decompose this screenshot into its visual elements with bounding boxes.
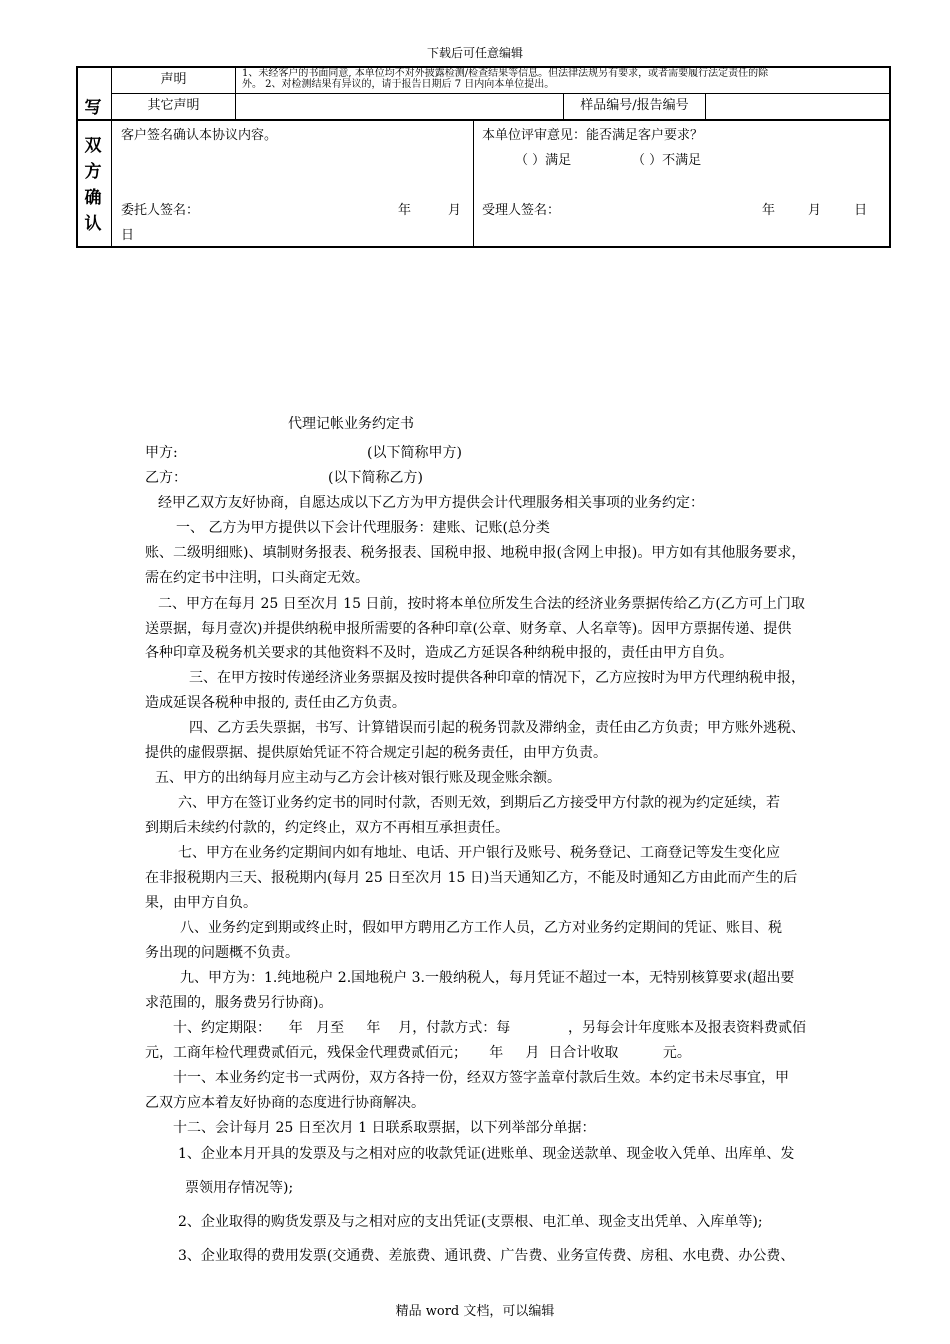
party-a-note: (以下简称甲方)	[367, 445, 462, 461]
statement-text: 1、未经客户的书面同意, 本单位均不对外披露检测/检查结果等信息。但法律法规另有要求，或者需要履行法定责任的除 外。 2、对检测结果有异议的，请于报告日期后 7 日内向本单位提出。	[242, 68, 769, 90]
other-statement-field[interactable]	[236, 94, 562, 119]
statement-label: 声明	[160, 72, 187, 87]
page-header: 下载后可任意编辑	[426, 46, 523, 60]
client-date-month: 月	[448, 203, 462, 218]
option-satisfy[interactable]: （ ）满足	[515, 153, 572, 168]
client-sign-field[interactable]	[217, 200, 387, 222]
client-sign-label: 委托人签名：	[121, 203, 200, 218]
sample-no-field[interactable]	[706, 94, 889, 119]
review-opinion-text: 本单位评审意见：能否满足客户要求？	[482, 128, 704, 143]
agreement-intro: 经甲乙双方友好协商，自愿达成以下乙方为甲方提供会计代理服务相关事项的业务约定：	[158, 495, 704, 511]
party-a-label: 甲方:	[145, 445, 178, 461]
agreement-title: 代理记帐业务约定书	[288, 416, 414, 432]
receiver-date: 年 月 日	[762, 203, 868, 218]
receiver-sign-field[interactable]	[566, 200, 746, 222]
client-date-year: 年	[398, 203, 412, 218]
client-confirm-text: 客户签名确认本协议内容。	[121, 128, 278, 143]
page-footer: 精品 word 文档，可以编辑	[395, 1304, 555, 1319]
other-statement-label: 其它声明	[147, 98, 200, 113]
section-write-label: 写	[84, 98, 102, 118]
client-date-day: 日	[121, 228, 135, 243]
confirm-label: 双 方 确 认	[84, 136, 102, 234]
party-b-label: 乙方：	[145, 470, 187, 486]
party-b-note: (以下简称乙方)	[328, 470, 423, 486]
sample-no-label: 样品编号/报告编号	[580, 98, 689, 113]
receiver-sign-label: 受理人签名：	[482, 203, 561, 218]
option-not-satisfy[interactable]: （ ）不满足	[632, 153, 702, 168]
